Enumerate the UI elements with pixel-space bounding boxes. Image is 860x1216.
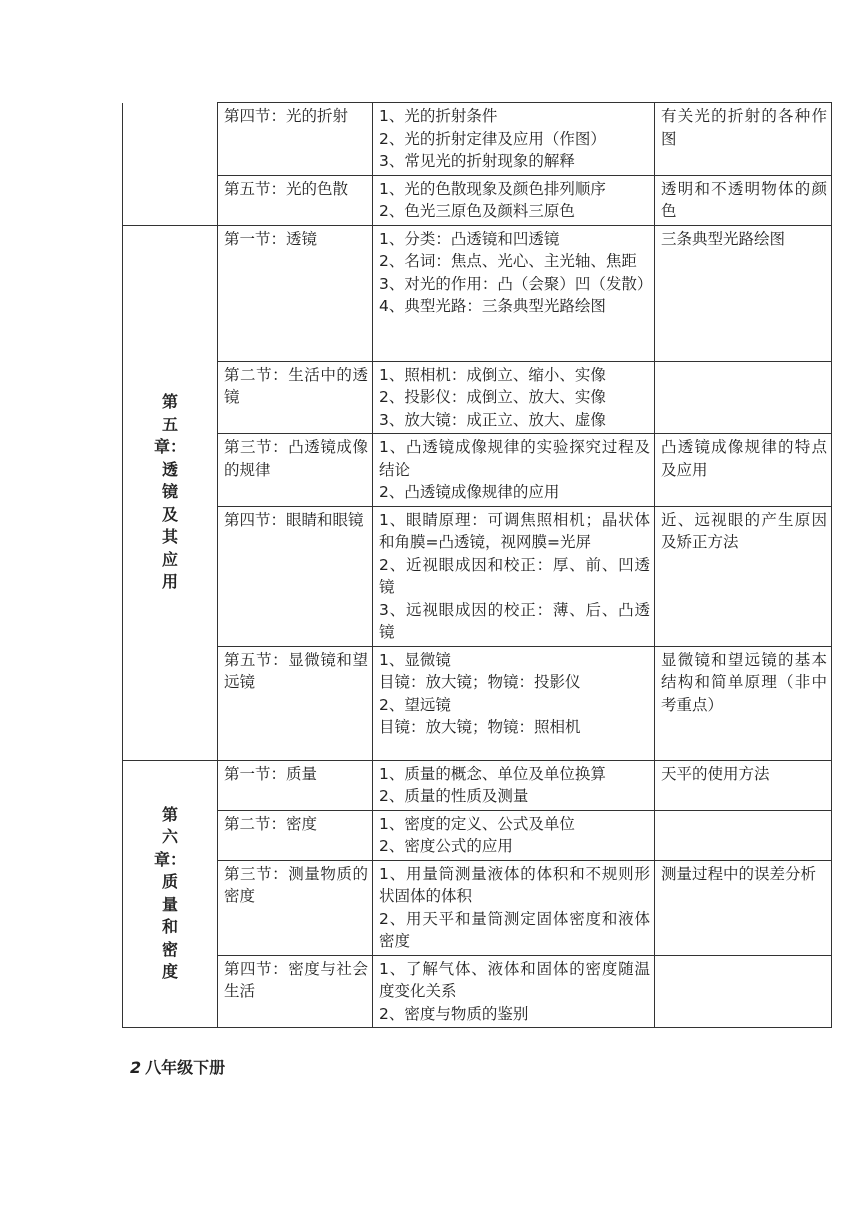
point-line: 3、对光的作用：凸（会聚）凹（发散） <box>379 274 653 293</box>
chapter-char: 和 <box>161 917 178 937</box>
point-line: 3、放大镜：成正立、放大、虚像 <box>379 410 606 429</box>
point-line: 目镜：放大镜；物镜：照相机 <box>379 718 581 736</box>
points-cell <box>373 103 655 176</box>
chapter-cell-5 <box>123 225 218 760</box>
chapter-cell-continued <box>123 103 218 226</box>
points-cell <box>373 225 655 361</box>
table-row <box>123 646 832 760</box>
notes-cell: 显微镜和望远镜的基本结构和简单原理（非中考重点） <box>655 646 832 760</box>
point-line: 1、光的色散现象及颜色排列顺序 <box>379 179 606 198</box>
section-cell: 第三节：凸透镜成像的规律 <box>218 434 373 507</box>
table-row <box>123 810 832 860</box>
table-row <box>123 506 832 646</box>
point-line: 1、分类：凸透镜和凹透镜 <box>379 229 560 248</box>
chapter-char: 量 <box>161 894 178 914</box>
section-cell: 第四节：眼睛和眼镜 <box>218 506 373 646</box>
chapter-char: 章： <box>153 437 186 457</box>
points-cell <box>373 860 655 955</box>
table-row <box>123 225 832 361</box>
chapter-char: 镜 <box>161 482 178 502</box>
point-line: 2、质量的性质及测量 <box>379 787 529 805</box>
point-line: 1、光的折射条件 <box>379 107 498 125</box>
chapter-char: 及 <box>161 504 178 524</box>
notes-cell: 透明和不透明物体的颜色 <box>655 175 832 225</box>
section-heading <box>130 1055 225 1078</box>
table-row <box>123 955 832 1028</box>
chapter-char: 第 <box>161 804 178 824</box>
chapter-char: 应 <box>161 549 178 569</box>
point-line: 2、用天平和量筒测定固体密度和液体密度 <box>379 909 650 950</box>
points-cell <box>373 810 655 860</box>
point-line: 1、显微镜 <box>379 650 451 669</box>
section-cell: 第四节：光的折射 <box>218 103 373 176</box>
chapter-char: 度 <box>161 962 178 982</box>
chapter-char: 第 <box>161 392 178 412</box>
section-heading-text: 八年级下册 <box>145 1058 226 1077</box>
notes-cell <box>655 955 832 1028</box>
table-row <box>123 760 832 810</box>
section-cell: 第五节：显微镜和望远镜 <box>218 646 373 760</box>
point-line: 2、色光三原色及颜料三原色 <box>379 202 575 220</box>
points-cell <box>373 175 655 225</box>
point-line: 3、远视眼成因的校正：薄、后、凸透镜 <box>379 600 650 641</box>
chapter-char: 章： <box>153 849 186 869</box>
table-row <box>123 434 832 507</box>
point-line: 2、望远镜 <box>379 695 451 714</box>
point-line: 1、照相机：成倒立、缩小、实像 <box>379 365 606 384</box>
notes-cell <box>655 810 832 860</box>
table-row <box>123 103 832 176</box>
points-cell <box>373 760 655 810</box>
chapter-char: 五 <box>161 414 178 434</box>
chapter-char: 透 <box>161 459 178 479</box>
point-line: 2、密度与物质的鉴别 <box>379 1004 529 1023</box>
course-outline-table <box>122 102 832 1028</box>
chapter-char: 其 <box>161 527 178 547</box>
notes-cell: 凸透镜成像规律的特点及应用 <box>655 434 832 507</box>
chapter-char: 质 <box>161 872 178 892</box>
point-line: 2、名词：焦点、光心、主光轴、焦距 <box>379 252 637 270</box>
table-row <box>123 361 832 434</box>
point-line: 3、常见光的折射现象的解释 <box>379 152 575 170</box>
section-cell: 第五节：光的色散 <box>218 175 373 225</box>
table-row <box>123 175 832 225</box>
chapter-char: 六 <box>161 827 178 847</box>
notes-cell: 三条典型光路绘图 <box>655 225 832 361</box>
points-cell <box>373 955 655 1028</box>
point-line: 2、密度公式的应用 <box>379 837 513 855</box>
points-cell <box>373 646 655 760</box>
chapter-char: 用 <box>161 572 178 592</box>
section-cell: 第一节：质量 <box>218 760 373 810</box>
point-line: 2、凸透镜成像规律的应用 <box>379 483 560 501</box>
point-line: 4、典型光路：三条典型光路绘图 <box>379 297 606 315</box>
point-line: 1、密度的定义、公式及单位 <box>379 814 575 833</box>
point-line: 1、了解气体、液体和固体的密度随温度变化关系 <box>379 959 650 1000</box>
point-line: 1、凸透镜成像规律的实验探究过程及结论 <box>379 438 650 479</box>
points-cell <box>373 434 655 507</box>
points-cell <box>373 361 655 434</box>
table-row <box>123 860 832 955</box>
point-line: 2、投影仪：成倒立、放大、实像 <box>379 388 606 406</box>
point-line: 1、用量筒测量液体的体积和不规则形状固体的体积 <box>379 864 650 905</box>
point-line: 1、眼睛原理：可调焦照相机；晶状体和角膜=凸透镜，视网膜=光屏 <box>379 510 650 551</box>
section-heading-number: 2 <box>130 1058 142 1077</box>
section-cell: 第一节：透镜 <box>218 225 373 361</box>
section-cell: 第二节：生活中的透镜 <box>218 361 373 434</box>
notes-cell: 近、远视眼的产生原因及矫正方法 <box>655 506 832 646</box>
section-cell: 第四节：密度与社会生活 <box>218 955 373 1028</box>
notes-cell: 测量过程中的误差分析 <box>655 860 832 955</box>
notes-cell: 天平的使用方法 <box>655 760 832 810</box>
points-cell <box>373 506 655 646</box>
point-line: 目镜：放大镜；物镜：投影仪 <box>379 673 581 691</box>
notes-cell <box>655 361 832 434</box>
point-line: 1、质量的概念、单位及单位换算 <box>379 764 606 783</box>
chapter-cell-6 <box>123 760 218 1028</box>
point-line: 2、光的折射定律及应用（作图） <box>379 129 606 148</box>
section-cell: 第二节：密度 <box>218 810 373 860</box>
chapter-char: 密 <box>161 939 178 959</box>
point-line: 2、近视眼成因和校正：厚、前、凹透镜 <box>379 555 650 596</box>
notes-cell: 有关光的折射的各种作图 <box>655 103 832 176</box>
section-cell: 第三节：测量物质的密度 <box>218 860 373 955</box>
